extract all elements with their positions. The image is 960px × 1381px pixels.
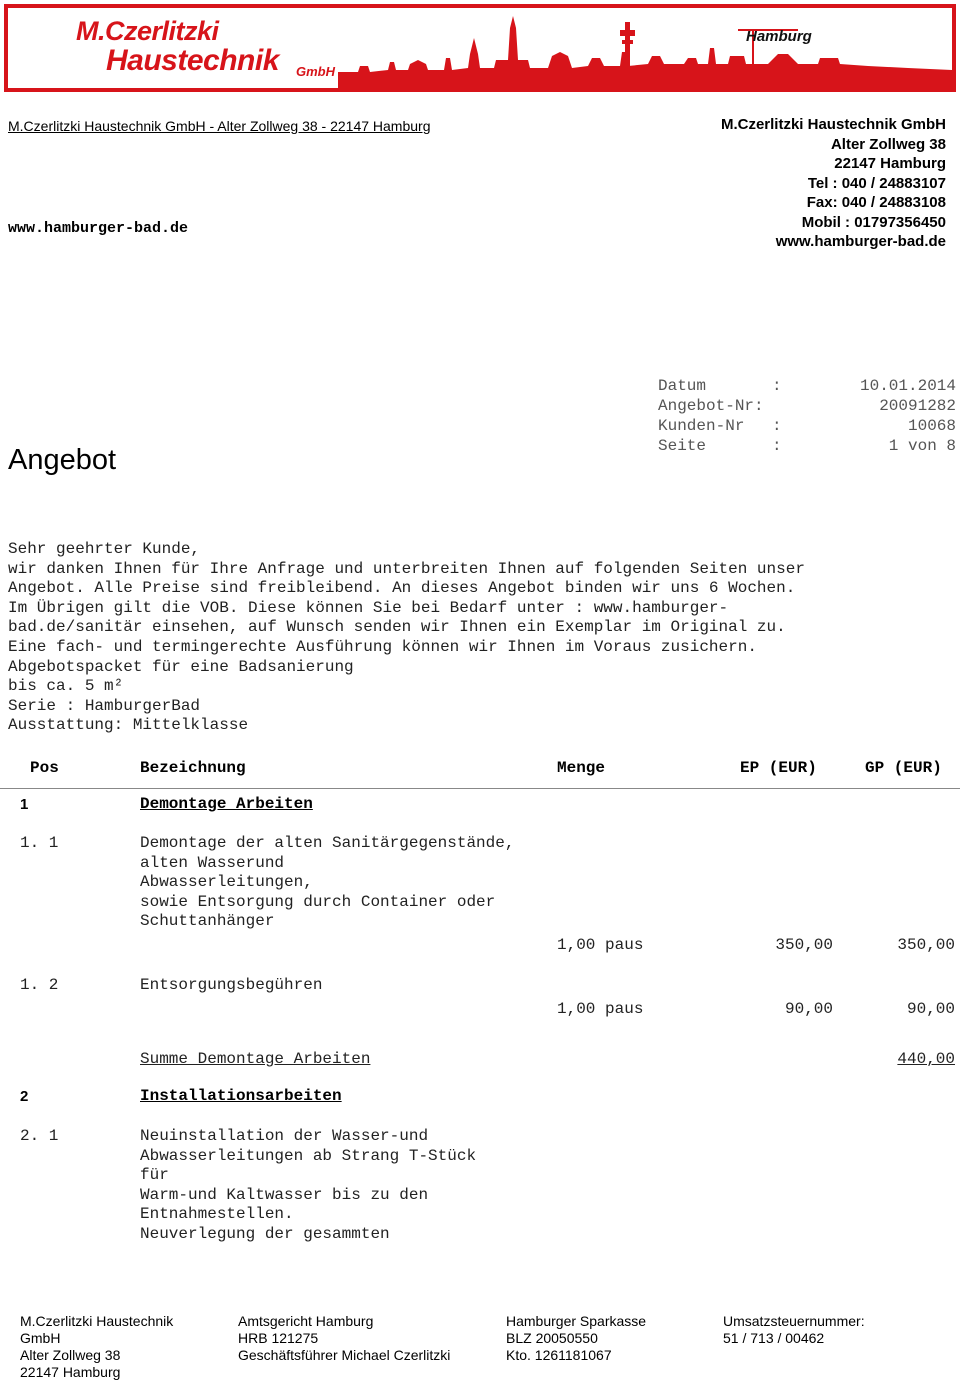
company-contact-block [721, 115, 946, 252]
intro-line: Ausstattung: Mittelklasse [8, 716, 249, 735]
company-web: www.hamburger-bad.de [775, 233, 946, 250]
footer-line: Amtsgericht Hamburg [238, 1313, 374, 1329]
meta-colon: : [772, 437, 782, 455]
footer-line: BLZ 20050550 [506, 1330, 598, 1346]
item-pos: 1. 2 [20, 976, 59, 994]
group-sum-label: Summe Demontage Arbeiten [140, 1050, 371, 1068]
item-description [140, 834, 514, 932]
intro-line: Sehr geehrter Kunde, [8, 540, 201, 558]
intro-line: Im Übrigen gilt die VOB. Diese können Sie bei Bedarf unter : www.hamburger- [8, 598, 729, 617]
company-city: 22147 Hamburg [834, 155, 946, 172]
intro-line: Serie : HamburgerBad [8, 696, 201, 715]
footer-line: Alter Zollweg 38 [20, 1347, 121, 1363]
intro-line: bis ca. 5 m² [8, 677, 124, 696]
meta-row-kunden-nr [658, 416, 956, 436]
meta-row-seite [658, 436, 956, 456]
meta-label: Angebot-Nr: [658, 397, 764, 415]
footer-line: GmbH [20, 1330, 61, 1346]
col-header-qty: Menge [557, 759, 606, 777]
item-desc-line: alten Wasserund [140, 853, 285, 872]
footer-line: Geschäftsführer Michael Czerlitzki [238, 1347, 451, 1363]
item-desc-line: für [140, 1166, 169, 1185]
item-qty: 1,00 paus [557, 1000, 644, 1018]
meta-row-datum [658, 376, 956, 396]
table-header [0, 758, 960, 789]
footer-line: HRB 121275 [238, 1330, 319, 1346]
footer-company [20, 1313, 173, 1381]
company-logo-banner [4, 4, 956, 92]
company-name: M.Czerlitzki Haustechnik GmbH [720, 116, 946, 133]
item-desc-line: Warm-und Kaltwasser bis zu den [140, 1185, 429, 1204]
group-number: 2 [20, 1088, 29, 1105]
col-header-pos: Pos [30, 759, 59, 777]
group-title: Demontage Arbeiten [140, 795, 313, 813]
footer-line: 22147 Hamburg [20, 1364, 121, 1380]
footer-line: Hamburger Sparkasse [506, 1313, 647, 1329]
intro-line: bad.de/sanitär einsehen, auf Wunsch senden wir Ihnen ein Exemplar im Original zu. [8, 618, 786, 637]
item-gp: 350,00 [897, 936, 955, 954]
col-header-desc: Bezeichnung [140, 759, 246, 777]
item-description [140, 1127, 476, 1245]
meta-value: 1 von 8 [888, 437, 956, 455]
logo-city: Hamburg [746, 28, 812, 45]
footer-register [238, 1313, 450, 1364]
item-desc-line: Schuttanhänger [140, 912, 275, 931]
intro-line: Eine fach- und termingerechte Ausführung können wir Ihnen im Voraus zusichern. [8, 637, 757, 656]
item-ep: 90,00 [784, 1000, 833, 1018]
item-desc-line: sowie Entsorgung durch Container oder [140, 892, 496, 911]
meta-value: 10068 [907, 417, 956, 435]
company-street: Alter Zollweg 38 [830, 135, 946, 153]
meta-value: 10.01.2014 [859, 377, 956, 395]
item-pos: 1. 1 [20, 834, 59, 852]
logo-line1: M.Czerlitzki [76, 16, 219, 46]
item-desc-line: Abwasserleitungen ab Strang T-Stück [140, 1146, 477, 1165]
website-left: www.hamburger-bad.de [8, 220, 189, 237]
col-header-ep: EP (EUR) [740, 759, 817, 777]
meta-value: 20091282 [879, 397, 956, 415]
meta-label: Seite [658, 437, 707, 455]
meta-colon: : [772, 417, 782, 435]
logo-gmbh: GmbH [296, 64, 335, 79]
group-sum-value: 440,00 [897, 1050, 955, 1068]
document-title: Angebot [8, 444, 117, 476]
group-number: 1 [20, 796, 29, 813]
intro-line: Angebot. Alle Preise sind freibleibend. An dieses Angebot binden wir uns 6 Wochen. [8, 579, 796, 598]
item-desc-line: Neuverlegung der gesammten [140, 1224, 390, 1243]
item-desc-line: Neuinstallation der Wasser-und [140, 1127, 429, 1145]
item-ep: 350,00 [775, 936, 833, 954]
footer-bank [506, 1313, 646, 1364]
meta-colon: : [772, 377, 782, 395]
company-mobil: Mobil : 01797356450 [801, 213, 946, 231]
meta-row-angebot-nr [658, 396, 956, 416]
item-desc-line: Entsorgungsbegühren [140, 976, 323, 994]
footer-line: Umsatzsteuernummer: [723, 1313, 865, 1329]
item-desc-line: Entnahmestellen. [140, 1205, 294, 1224]
sender-address-line: M.Czerlitzki Haustechnik GmbH - Alter Zollweg 38 - 22147 Hamburg [8, 118, 431, 134]
item-description [140, 976, 322, 996]
company-tel: Tel : 040 / 24883107 [807, 174, 946, 192]
intro-line: Abgebotspacket für eine Badsanierung [8, 657, 354, 676]
footer-line: M.Czerlitzki Haustechnik [20, 1313, 174, 1329]
company-fax: Fax: 040 / 24883108 [806, 194, 946, 211]
footer-tax [723, 1313, 865, 1347]
meta-label: Datum [658, 377, 707, 395]
logo-line2: Haustechnik [106, 44, 279, 77]
group-title: Installationsarbeiten [140, 1087, 342, 1105]
meta-label: Kunden-Nr [658, 417, 745, 435]
document-meta [658, 376, 956, 456]
footer-line: 51 / 713 / 00462 [723, 1330, 825, 1346]
item-gp: 90,00 [906, 1000, 955, 1018]
footer-line: Kto. 1261181067 [506, 1347, 612, 1363]
col-header-gp: GP (EUR) [865, 759, 942, 777]
item-desc-line: Abwasserleitungen, [140, 873, 313, 892]
item-desc-line: Demontage der alten Sanitärgegenstände, [140, 834, 515, 852]
item-pos: 2. 1 [20, 1127, 59, 1145]
intro-line: wir danken Ihnen für Ihre Anfrage und unterbreiten Ihnen auf folgenden Seiten unser [8, 559, 805, 578]
item-qty: 1,00 paus [557, 936, 644, 954]
intro-text [8, 540, 805, 736]
